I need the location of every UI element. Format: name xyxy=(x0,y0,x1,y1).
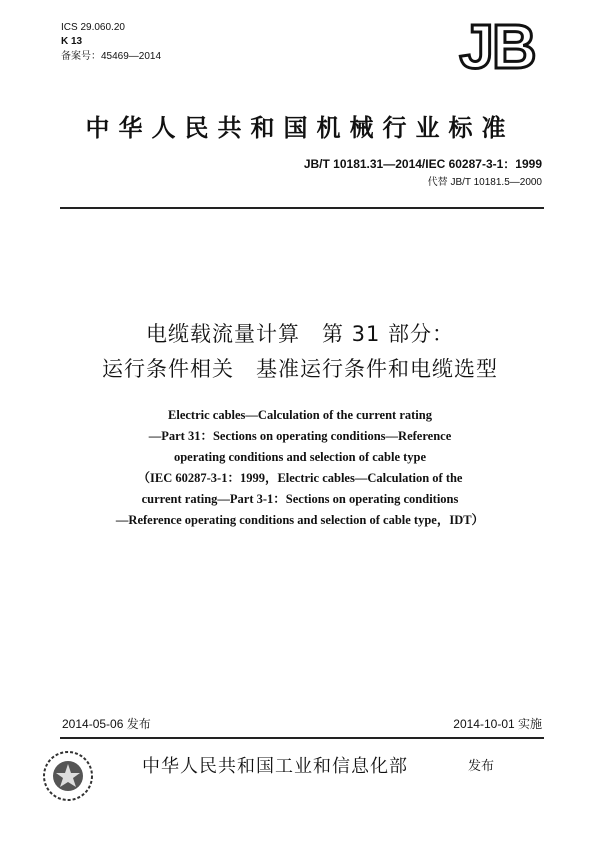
top-divider xyxy=(60,207,544,209)
issuer-suffix: 发布 xyxy=(468,759,495,774)
english-title-line: Electric cables—Calculation of the current rating xyxy=(168,408,432,422)
k-code: K 13 xyxy=(61,36,83,47)
english-title-line: operating conditions and selection of cable type xyxy=(173,450,427,464)
standard-category-name: 中华人民共和国机械行业标准 xyxy=(85,114,515,142)
english-title xyxy=(0,405,600,531)
ministry-emblem-icon xyxy=(40,748,96,804)
bottom-divider xyxy=(60,737,544,739)
implement-date: 2014-10-01 实施 xyxy=(453,717,542,731)
english-title-line: —Part 31：Sections on operating conditions—Reference xyxy=(148,429,452,443)
replaces-standard: 代替 JB/T 10181.5—2000 xyxy=(427,177,542,188)
english-title-line: （IEC 60287-3-1：1999，Electric cables—Calculation of the xyxy=(137,471,463,485)
jb-logo xyxy=(452,16,542,76)
publish-date: 2014-05-06 发布 xyxy=(62,717,151,731)
jb-logo-text: JB xyxy=(459,16,535,76)
chinese-title-line-2: 运行条件相关 基准运行条件和电缆选型 xyxy=(102,357,498,381)
english-title-line: current rating—Part 3-1：Sections on operating conditions xyxy=(141,492,459,506)
chinese-title-line-1: 电缆载流量计算 第 31 部分： xyxy=(145,322,455,346)
issuing-authority: 中华人民共和国工业和信息化部 xyxy=(142,756,408,777)
standard-number: JB/T 10181.31—2014/IEC 60287-3-1：1999 xyxy=(303,157,542,171)
filing-number: 备案号：45469—2014 xyxy=(61,51,162,62)
ics-code: ICS 29.060.20 xyxy=(61,22,125,33)
english-title-line: —Reference operating conditions and selection of cable type，IDT） xyxy=(115,513,485,527)
